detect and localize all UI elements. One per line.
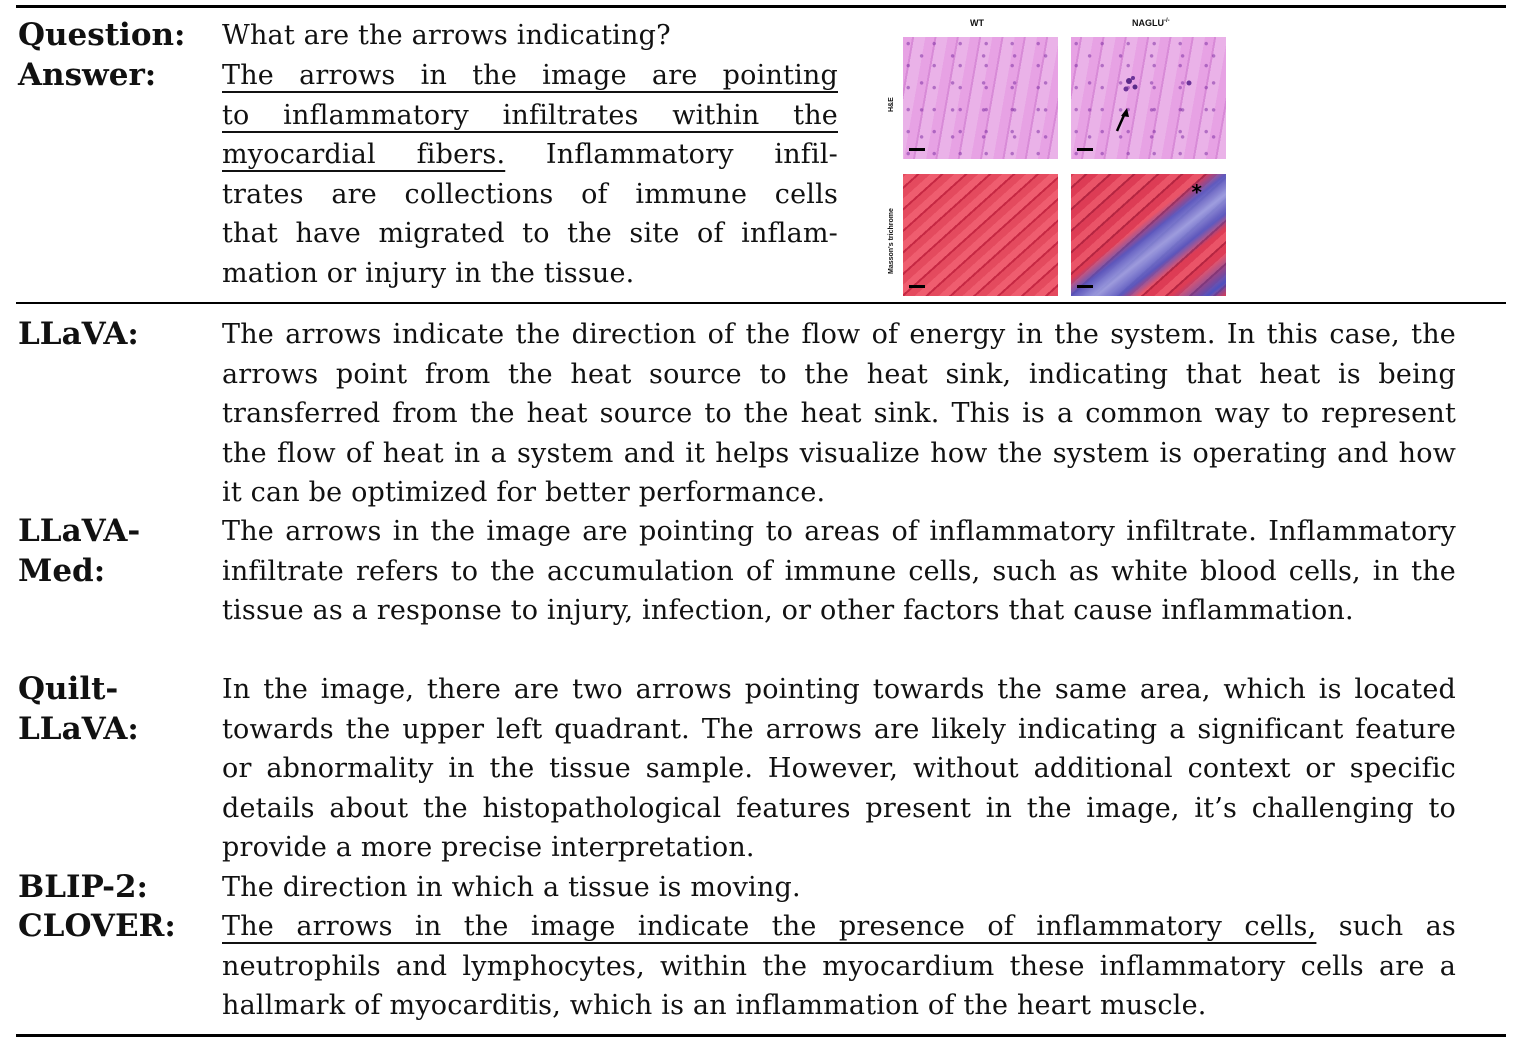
panel-wt-he: [903, 37, 1058, 159]
quilt-llava-label: [18, 670, 139, 749]
llava-med-label: [18, 512, 140, 591]
arrow-overlay: [1071, 37, 1226, 159]
infiltrate-cell: [1124, 87, 1129, 92]
question-text: What are the arrows indicating?: [222, 20, 671, 51]
column-label-wt: WT: [970, 18, 984, 28]
llava-med-response: The arrows in the image are pointing to areas of inflammatory infiltrate. Inflammatory infiltrate refers to the accumulation of immune cells, such as white blood cells, in the tissue as a response to injury, infection, or other factors that cause inflammation.: [222, 516, 1456, 626]
quilt-llava-label-line1: Quilt-: [18, 671, 119, 707]
row-label-trichrome: Masson's trichrome: [888, 208, 895, 274]
row-label-he: H&E: [888, 97, 895, 112]
naglu-text: NAGLU: [1132, 18, 1164, 28]
answer-line-3-underlined: myocardial fibers.: [222, 139, 506, 170]
infiltrate-cell: [1133, 85, 1138, 90]
answer-line-3-rest: Inflammatory infil-: [505, 139, 838, 170]
scale-bar: [1077, 148, 1093, 151]
top-rule: [16, 5, 1506, 8]
llava-med-label-line1: LLaVA-: [18, 513, 141, 549]
answer-line-1: The arrows in the image are pointing: [222, 60, 838, 91]
answer-line-5: that have migrated to the site of inflam-: [222, 218, 838, 249]
clover-response: [222, 907, 1456, 1026]
llava-response: The arrows indicate the direction of the flow of energy in the system. In this case, the arrows point from the heat source to the heat sink, indicating that heat is being transferred from the heat source to the heat sink. This is a common way to represent the flow of heat in a system and it helps visualize how the system is operating and how it can be optimized for better performance.: [222, 319, 1456, 508]
naglu-superscript: -/-: [1164, 18, 1170, 24]
quilt-llava-label-line2: LLaVA:: [18, 710, 139, 747]
panel-wt-trichrome: [903, 174, 1058, 296]
clover-response-underlined: The arrows in the image indicate the presence of inflammatory cells,: [222, 911, 1317, 942]
answer-line-4: trates are collections of immune cells: [222, 178, 838, 210]
llava-med-label-line2: Med:: [18, 552, 106, 589]
quilt-llava-response: In the image, there are two arrows pointing towards the same area, which is located towards the upper left quadrant. The arrows are likely indicating a significant feature or abnormality in the tissue sample. However, without additional context or specific details about the histopathological features present in the image, it’s challenging to provide a more precise interpretation.: [222, 674, 1456, 863]
scale-bar: [1077, 285, 1093, 288]
bottom-rule: [16, 1034, 1506, 1037]
panel-naglu-he: [1071, 37, 1226, 159]
infiltrate-cell: [1187, 81, 1192, 86]
clover-response-rest: such as neutrophils and lymphocytes, within the myocardium these inflammatory cells are a hallmark of myocarditis, which is an inflammation of the heart muscle.: [222, 911, 1456, 1021]
asterisk-marker: *: [1191, 180, 1202, 204]
scale-bar: [909, 148, 925, 151]
panel-naglu-trichrome: [1071, 174, 1226, 296]
blip2-response: The direction in which a tissue is moving.: [222, 872, 801, 903]
answer-line-2: to inflammatory infiltrates within the: [222, 99, 838, 131]
answer-label: Answer:: [18, 57, 157, 93]
histology-figure: [884, 16, 1236, 298]
llava-label: LLaVA:: [18, 316, 139, 352]
infiltrate-cell: [1126, 78, 1132, 84]
scale-bar: [909, 285, 925, 288]
arrow-head-icon: [1121, 108, 1129, 117]
mid-rule: [16, 302, 1506, 304]
blip2-label: BLIP-2:: [18, 869, 148, 905]
clover-label: CLOVER:: [18, 908, 176, 944]
infiltrate-cell: [1131, 76, 1135, 80]
question-label: Question:: [18, 17, 186, 53]
answer-line-6: mation or injury in the tissue.: [222, 257, 635, 289]
answer-line-3: [222, 135, 838, 175]
column-label-naglu: [1132, 18, 1170, 28]
answer-text: [222, 56, 838, 293]
